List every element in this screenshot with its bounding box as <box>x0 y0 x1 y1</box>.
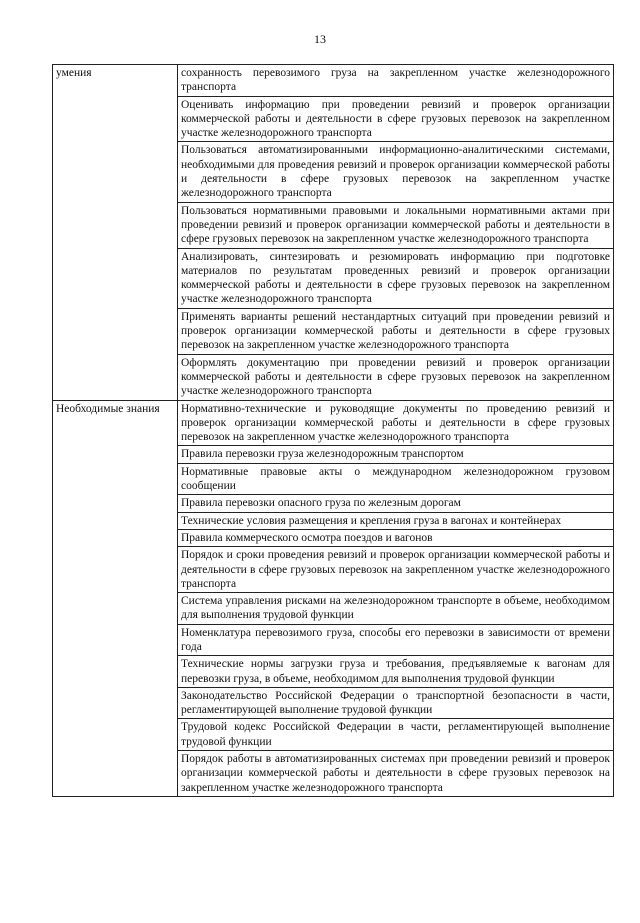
knowledge-item: Технические нормы загрузки груза и требования, предъявляемые к вагонам для перевозки груза, в объеме, необходимом для выполнения трудовой функции <box>178 656 614 688</box>
skill-item: сохранность перевозимого груза на закрепленном участке железнодорожного транспорта <box>178 65 614 97</box>
knowledge-item: Правила перевозки груза железнодорожным транспортом <box>178 446 614 463</box>
table-row <box>53 65 614 97</box>
table-row <box>53 400 614 446</box>
knowledge-item: Порядок и сроки проведения ревизий и проверок организации коммерческой работы и деятельности в сфере грузовых перевозок на закрепленном участке железнодорожного транспорта <box>178 547 614 593</box>
knowledge-item: Порядок работы в автоматизированных системах при проведении ревизий и проверок организации коммерческой работы и деятельности в сфере грузовых перевозок на закрепленном участке железнодорожного транспорта <box>178 751 614 797</box>
knowledge-item: Нормативные правовые акты о международном железнодорожном грузовом сообщении <box>178 463 614 495</box>
skill-item: Оформлять документацию при проведении ревизий и проверок организации коммерческой работы и деятельности в сфере грузовых перевозок на закрепленном участке железнодорожного транспорта <box>178 354 614 400</box>
skill-item: Пользоваться нормативными правовыми и локальными нормативными актами при проведении ревизий и проверок организации коммерческой работы и деятельности в сфере грузовых перевозок на закрепленном участке железнодорожного транспорта <box>178 202 614 248</box>
knowledge-item: Технические условия размещения и крепления груза в вагонах и контейнерах <box>178 512 614 529</box>
skill-item: Применять варианты решений нестандартных ситуаций при проведении ревизий и проверок организации коммерческой работы и деятельности в сфере грузовых перевозок на закрепленном участке железнодорожного транспорта <box>178 308 614 354</box>
knowledge-item: Законодательство Российской Федерации о транспортной безопасности в части, регламентирующей выполнение трудовой функции <box>178 687 614 719</box>
row-label-skills: умения <box>53 65 178 401</box>
skill-item: Анализировать, синтезировать и резюмировать информацию при подготовке материалов по результатам проведенных ревизий и проверок организации коммерческой работы и деятельности в сфере грузовых перевозок на закрепленном участке железнодорожного транспорта <box>178 248 614 308</box>
requirements-table <box>52 64 614 797</box>
knowledge-item: Нормативно-технические и руководящие документы по проведению ревизий и проверок организации коммерческой работы и деятельности в сфере грузовых перевозок на закрепленном участке железнодорожного транспорта <box>178 400 614 446</box>
row-label-knowledge: Необходимые знания <box>53 400 178 796</box>
knowledge-item: Правила коммерческого осмотра поездов и вагонов <box>178 529 614 546</box>
knowledge-item: Система управления рисками на железнодорожном транспорте в объеме, необходимом для выполнения трудовой функции <box>178 593 614 625</box>
knowledge-item: Правила перевозки опасного груза по железным дорогам <box>178 495 614 512</box>
skill-item: Оценивать информацию при проведении ревизий и проверок организации коммерческой работы и деятельности в сфере грузовых перевозок на закрепленном участке железнодорожного транспорта <box>178 96 614 142</box>
skill-item: Пользоваться автоматизированными информационно-аналитическими системами, необходимыми для проведения ревизий и проверок организации коммерческой работы и деятельности в сфере грузовых перевозок на закрепленном участке железнодорожного транспорта <box>178 142 614 202</box>
page-number: 13 <box>314 32 326 46</box>
knowledge-item: Трудовой кодекс Российской Федерации в части, регламентирующей выполнение трудовой функции <box>178 719 614 751</box>
knowledge-item: Номенклатура перевозимого груза, способы его перевозки в зависимости от времени года <box>178 624 614 656</box>
